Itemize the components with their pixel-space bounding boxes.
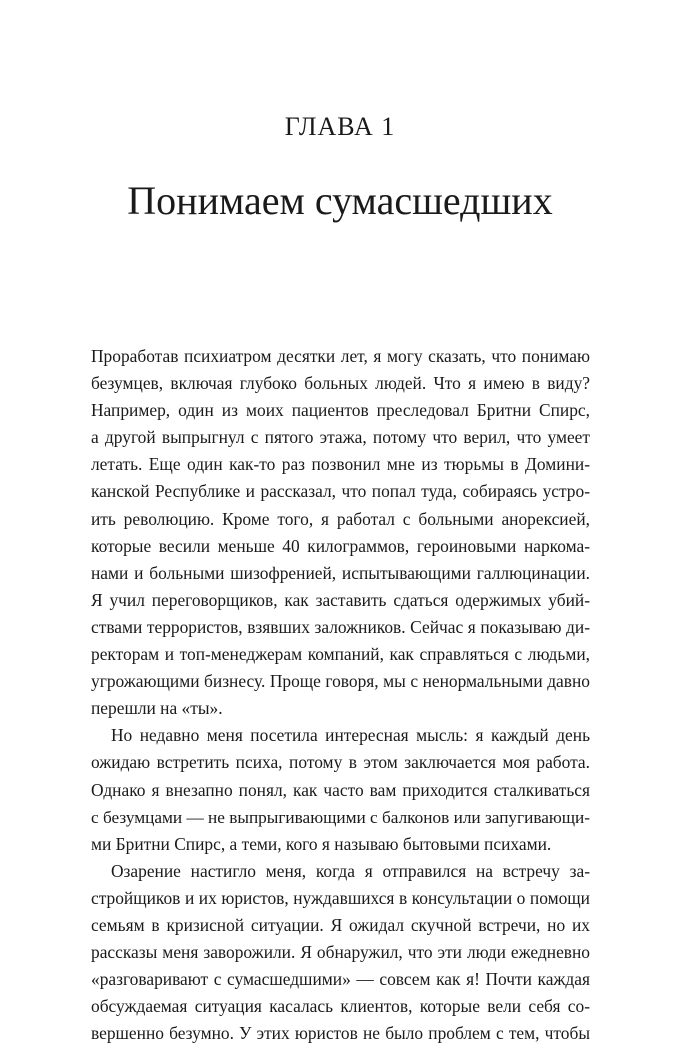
- text-line: угрожающими бизнесу. Проще говоря, мы с ненормальными давно: [91, 671, 590, 692]
- text-line: Например, один из моих пациентов преследовал Бритни Спирс,: [91, 400, 590, 421]
- text-line: ми Бритни Спирс, а теми, кого я называю бытовыми психами.: [91, 833, 552, 854]
- text-line: а другой выпрыгнул с пятого этажа, потому что верил, что умеет: [91, 427, 590, 448]
- text-line: перешли на «ты».: [91, 698, 223, 719]
- text-line: Однако я внезапно понял, как часто вам приходится сталкиваться: [91, 779, 590, 800]
- text-line: безумцев, включая глубоко больных людей. Что я имею в виду?: [91, 373, 590, 394]
- text-line: Озарение настигло меня, когда я отправился на встречу за-: [111, 860, 590, 881]
- text-line: Но недавно меня посетила интересная мысль: я каждый день: [111, 725, 590, 746]
- text-line: ить революцию. Кроме того, я работал с больными анорексией,: [91, 508, 590, 529]
- text-line: ствами террористов, взявших заложников. Сейчас я показываю ди-: [91, 616, 590, 637]
- text-line: с безумцами — не выпрыгивающими с балконов или запугивающи-: [91, 807, 590, 827]
- text-line: семьям в кризисной ситуации. Я ожидал скучной встречи, но их: [91, 914, 590, 935]
- chapter-label: ГЛАВА 1: [284, 112, 396, 141]
- text-line: рассказы меня заворожили. Я обнаружил, что эти люди ежедневно: [91, 942, 590, 963]
- text-line: канской Республике и рассказал, что попал туда, собираясь устро-: [91, 481, 590, 502]
- text-line: вершенно безумно. У этих юристов не было проблем с тем, чтобы: [91, 1023, 590, 1044]
- text-line: Проработав психиатром десятки лет, я могу сказать, что понимаю: [91, 346, 590, 366]
- text-line: обсуждаемая ситуация касалась клиентов, которые вели себя со-: [91, 996, 590, 1017]
- paragraph-1: [91, 343, 590, 722]
- chapter-title: Понимаем сумасшедших: [127, 178, 553, 223]
- paragraph-2: [91, 722, 590, 857]
- text-line: Я учил переговорщиков, как заставить сдаться одержимых убий-: [91, 589, 590, 610]
- text-line: «разговаривают с сумасшедшими» — совсем как я! Почти каждая: [91, 969, 590, 990]
- body-text: [91, 343, 590, 1047]
- text-line: летать. Еще один как-то раз позвонил мне из тюрьмы в Домини-: [91, 454, 590, 475]
- text-line: нами и больными шизофренией, испытывающими галлюцинации.: [91, 562, 590, 583]
- paragraph-3: [91, 858, 590, 1047]
- text-line: ожидаю встретить психа, потому в этом заключается моя работа.: [91, 752, 590, 773]
- text-line: ректорам и топ-менеджерам компаний, как справляться с людьми,: [91, 644, 590, 665]
- text-line: которые весили меньше 40 килограммов, героиновыми наркома-: [91, 535, 590, 556]
- text-line: стройщиков и их юристов, нуждавшихся в консультации о помощи: [91, 887, 590, 908]
